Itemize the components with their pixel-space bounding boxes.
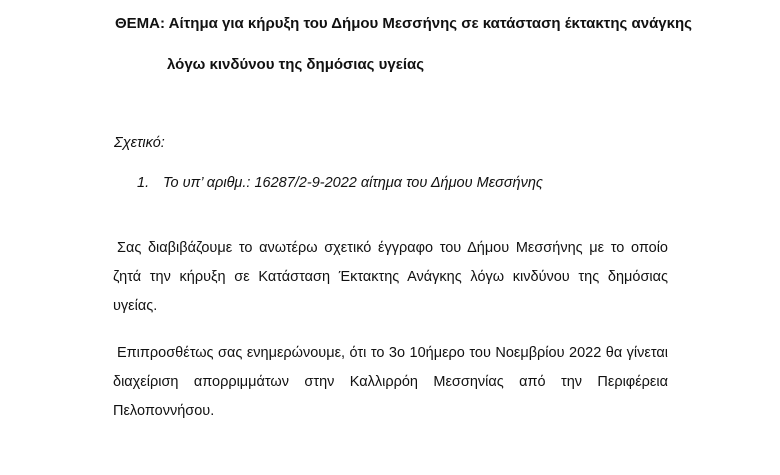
related-heading: Σχετικό: [114,135,165,151]
related-list-item [137,175,543,191]
body-paragraph-2: Επιπροσθέτως σας ενημερώνουμε, ότι το 3ο 10ήμερο του Νοεμβρίου 2022 θα γίνεται διαχείριση απορριμμάτων στην Καλλιρρόη Μεσσηνίας από την Περιφέρεια Πελοποννήσου. [113,345,668,419]
subject-line-1: ΘΕΜΑ: Αίτημα για κήρυξη του Δήμου Μεσσήνης σε κατάσταση έκτακτης ανάγκης [115,15,692,32]
related-item-number: 1. [137,175,150,191]
body-paragraph-1: Σας διαβιβάζουμε το ανωτέρω σχετικό έγγραφο του Δήμου Μεσσήνης με το οποίο ζητά την κήρυξη σε Κατάσταση Έκτακτης Ανάγκης λόγω κινδύνου της δημόσιας υγείας. [113,240,668,314]
related-item-text: Το υπ’ αριθμ.: 16287/2-9-2022 αίτημα του Δήμου Μεσσήνης [163,175,543,191]
subject-line-2: λόγω κινδύνου της δημόσιας υγείας [167,56,425,73]
